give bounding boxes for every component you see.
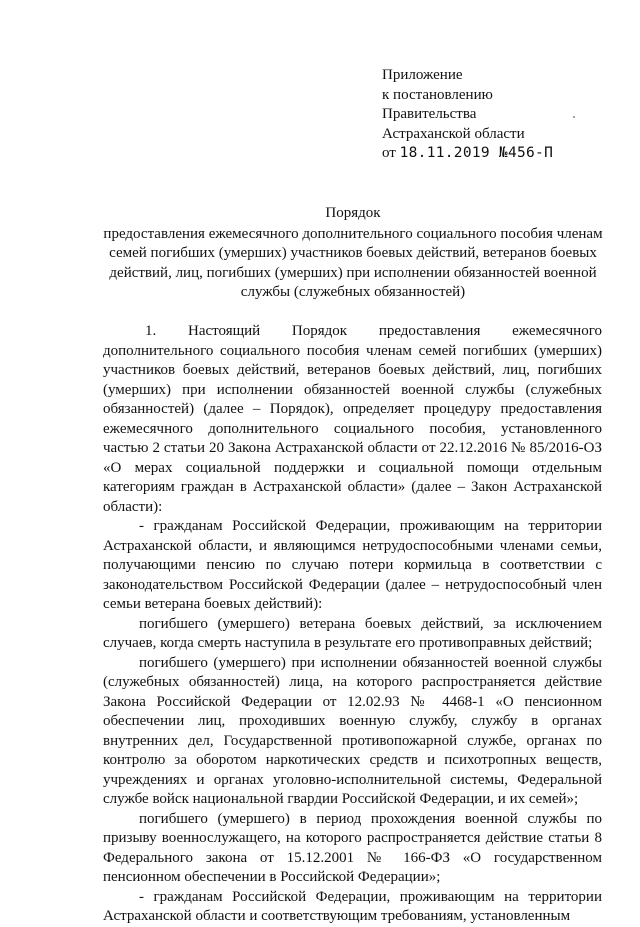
appendix-line-5 bbox=[382, 144, 612, 164]
paragraph-6: - гражданам Российской Федерации, проживающим на территории Астраханской области и соответствующим требованиям, установленным bbox=[103, 888, 602, 924]
appendix-line-1: Приложение bbox=[382, 67, 463, 83]
document-subtitle: предоставления ежемесячного дополнительного социального пособия членам семей погибших (умерших) участников боевых действий, ветеранов боевых действий, лиц, погибших (умерших) при исполнении обязанностей военной службы (служебных обязанностей) bbox=[103, 225, 603, 300]
appendix-line-3: Правительства bbox=[382, 106, 477, 122]
resolution-stamp: 18.11.2019 №456-П bbox=[399, 145, 554, 161]
paragraph-2: - гражданам Российской Федерации, проживающим на территории Астраханской области, и являющимся нетрудоспособными членами семьи, получающими пенсию по случаю потери кормильца в соответствии с законодательством Российской Федерации (далее – нетрудоспособный член семьи ветерана боевых действий): bbox=[103, 518, 602, 612]
paragraph-1: 1. Настоящий Порядок предоставления ежемесячного дополнительного социального пособия членам семей погибших (умерших) участников боевых действий, ветеранов боевых действий, лиц, погибших (умерших) при исполнении обязанностей военной службы (служебных обязанностей) (далее – Порядок), определяет процедуру предоставления ежемесячного дополнительного социального пособия, установленного частью 2 статьи 20 Закона Астраханской области от 22.12.2016 № 85/2016-ОЗ «О мерах социальной поддержки и социальной помощи отдельным категориям граждан в Астраханской области» (далее – Закон Астраханской области): bbox=[103, 323, 602, 515]
appendix-date-prefix: от bbox=[382, 145, 396, 161]
appendix-line-4: Астраханской области bbox=[382, 125, 525, 142]
scan-speck bbox=[573, 116, 575, 118]
appendix-block bbox=[382, 66, 612, 164]
paragraph-3: погибшего (умершего) ветерана боевых действий, за исключением случаев, когда смерть наступила в результате его противоправных действий; bbox=[103, 615, 602, 651]
document-body bbox=[103, 322, 602, 927]
document-heading: Порядок bbox=[325, 205, 381, 221]
document-title bbox=[96, 204, 610, 303]
paragraph-5: погибшего (умершего) в период прохождения военной службы по призыву военнослужащего, на которого распространяется действие статьи 8 Федерального закона от 15.12.2001 № 166-ФЗ «О государственном пенсионном обеспечении в Российской Федерации»; bbox=[103, 810, 602, 885]
paragraph-4: погибшего (умершего) при исполнении обязанностей военной службы (служебных обязанностей) лица, на которого распространяется действие Закона Российской Федерации от 12.02.93 № 4468-1 «О пенсионном обеспечении лиц, проходивших военную службу, службу в органах внутренних дел, Государственной противопожарной службе, органах по контролю за оборотом наркотических средств и психотропных веществ, учреждениях и органах уголовно-исполнительной системы, Федеральной службе войск национальной гвардии Российской Федерации, и их семей»; bbox=[103, 654, 602, 807]
appendix-line-2: к постановлению bbox=[382, 86, 493, 103]
